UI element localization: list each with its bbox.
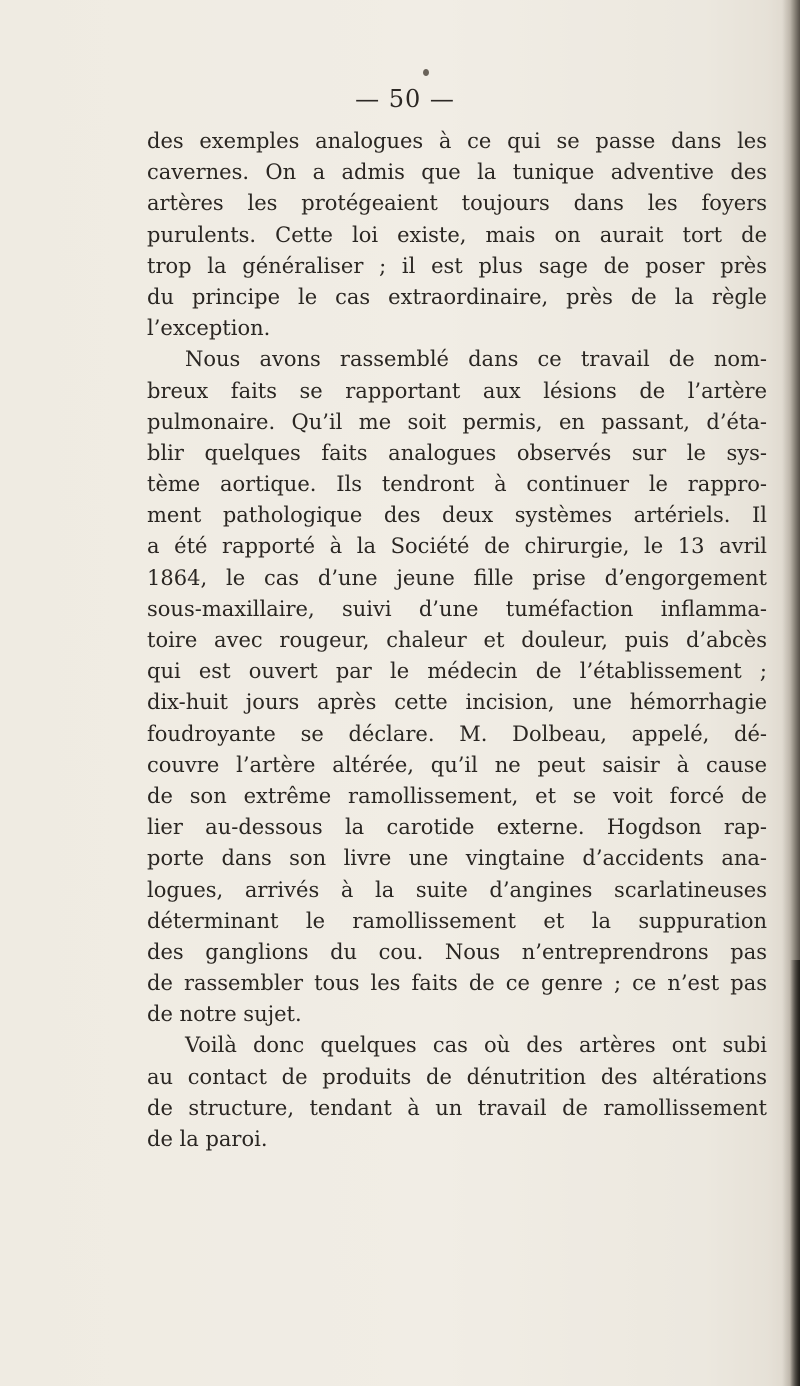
- text-line: au contact de produits de dénutrition des altérations: [147, 1064, 767, 1089]
- page-number: — 50 —: [355, 85, 455, 113]
- text-line: foudroyante se déclare. M. Dolbeau, appelé, dé-: [147, 721, 767, 746]
- text-line: dix-huit jours après cette incision, une hémorrhagie: [147, 690, 767, 715]
- text-line: porte dans son livre une vingtaine d’accidents ana-: [147, 846, 767, 871]
- text-line: du principe le cas extraordinaire, près de la règle: [147, 284, 767, 309]
- text-line: logues, arrivés à la suite d’angines scarlatineuses: [147, 877, 767, 902]
- text-line: couvre l’artère altérée, qu’il ne peut saisir à cause: [147, 752, 767, 777]
- text-line: de rassembler tous les faits de ce genre ; ce n’est pas: [147, 971, 767, 996]
- page-edge-dark: [790, 960, 800, 1386]
- text-line: déterminant le ramollissement et la suppuration: [147, 908, 767, 933]
- text-line: toire avec rougeur, chaleur et douleur, puis d’abcès: [147, 628, 767, 652]
- text-line: trop la généraliser ; il est plus sage de poser près: [147, 253, 767, 278]
- paragraph-end-line: de la paroi.: [147, 1127, 268, 1151]
- text-line: cavernes. On a admis que la tunique adventive des: [147, 160, 767, 185]
- text-line: blir quelques faits analogues observés sur le sys-: [147, 440, 767, 465]
- body-text: [147, 126, 767, 1155]
- text-line: purulents. Cette loi existe, mais on aurait tort de: [147, 222, 767, 247]
- text-line: lier au-dessous la carotide externe. Hogdson rap-: [147, 815, 767, 840]
- text-line: de son extrême ramollissement, et se voit forcé de: [147, 783, 767, 808]
- paragraph-start-line: Voilà donc quelques cas où des artères ont subi: [185, 1033, 767, 1058]
- text-line: artères les protégeaient toujours dans les foyers: [147, 191, 767, 216]
- text-line: qui est ouvert par le médecin de l’établissement ;: [147, 659, 767, 684]
- paragraph-start-line: Nous avons rassemblé dans ce travail de nom-: [185, 347, 767, 372]
- ink-speck: [423, 69, 429, 76]
- paragraph-end-line: l’exception.: [147, 316, 271, 341]
- text-line: pulmonaire. Qu’il me soit permis, en passant, d’éta-: [147, 409, 767, 434]
- text-line: tème aortique. Ils tendront à continuer le rappro-: [147, 472, 767, 497]
- text-line: a été rapporté à la Société de chirurgie, le 13 avril: [147, 534, 767, 559]
- text-line: ment pathologique des deux systèmes artériels. Il: [147, 503, 767, 528]
- text-line: breux faits se rapportant aux lésions de l’artère: [147, 378, 767, 403]
- text-line: des ganglions du cou. Nous n’entreprendrons pas: [147, 939, 767, 964]
- paragraph-end-line: de notre sujet.: [147, 1002, 302, 1027]
- text-line: de structure, tendant à un travail de ramollissement: [147, 1095, 767, 1120]
- text-line: 1864, le cas d’une jeune fille prise d’engorgement: [147, 565, 767, 590]
- text-line: des exemples analogues à ce qui se passe dans les: [147, 129, 767, 153]
- text-line: sous-maxillaire, suivi d’une tuméfaction inflamma-: [147, 596, 767, 621]
